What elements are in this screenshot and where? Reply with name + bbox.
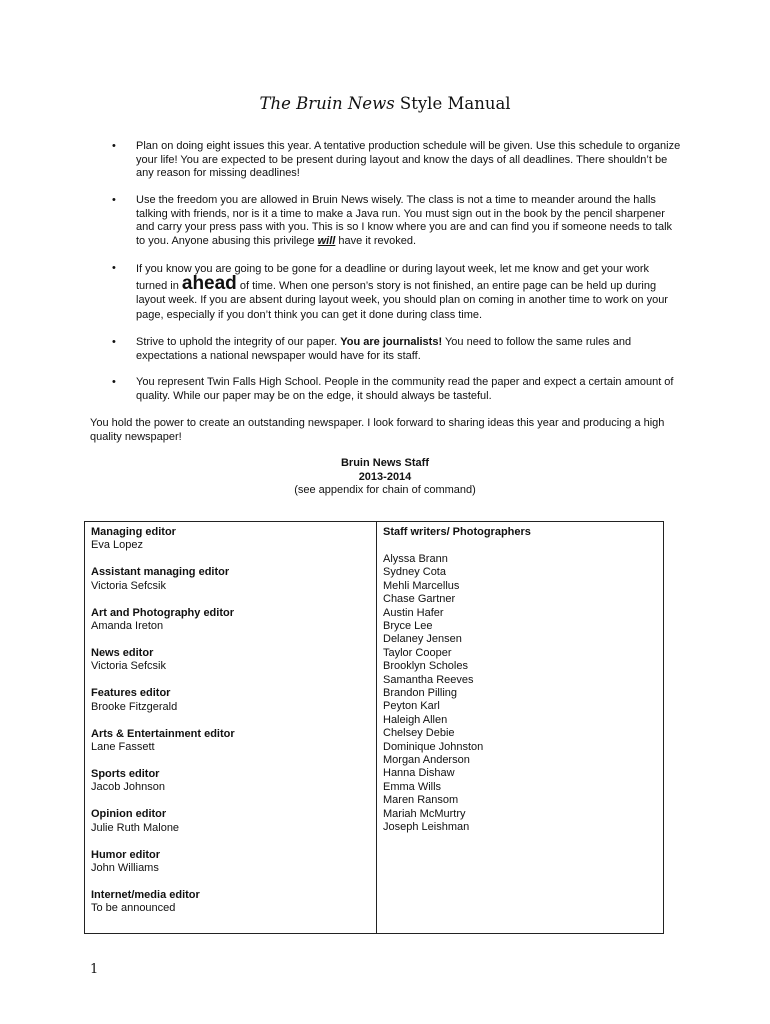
writer-name: Joseph Leishman xyxy=(383,821,470,834)
writer-name: Chase Gartner xyxy=(383,593,456,606)
writer-name: Maren Ransom xyxy=(383,794,459,807)
list-item-text-part: Strive to uphold the integrity of our paper. xyxy=(136,336,341,348)
editor-role: Assistant managing editor xyxy=(91,566,230,579)
writer-name: Brandon Pilling xyxy=(383,686,457,699)
editor-role: Opinion editor xyxy=(91,808,167,821)
writer-name: Sydney Cota xyxy=(383,566,446,579)
writer-name: Morgan Anderson xyxy=(383,754,470,766)
editor-name: Eva Lopez xyxy=(91,539,143,552)
editor-entry xyxy=(91,728,370,755)
editors-column xyxy=(85,522,377,934)
emphasis-text: will xyxy=(317,234,336,247)
writer-name: Mehli Marcellus xyxy=(383,579,460,592)
writers-heading: Staff writers/ Photographers xyxy=(383,526,531,538)
list-item-text-part: You need to follow the same rules and expectations a national newspaper would have for its staff. xyxy=(136,336,632,362)
editor-role: Humor editor xyxy=(91,848,161,861)
writer-name: Austin Hafer xyxy=(383,606,444,619)
list-item-text-part: If you know you are going to be gone for a deadline or during layout week, let me know and get your work turned in xyxy=(136,263,650,292)
writer-name: Peyton Karl xyxy=(383,700,440,713)
editor-role: News editor xyxy=(91,646,154,659)
editor-name: To be announced xyxy=(91,902,176,915)
writer-name: Chelsey Debie xyxy=(383,727,455,740)
page-number: 1 xyxy=(90,962,99,977)
editor-role: Sports editor xyxy=(91,767,160,780)
bullet-icon: • xyxy=(112,376,116,388)
editor-role: Internet/media editor xyxy=(91,888,200,901)
editor-name: Victoria Sefcsik xyxy=(91,660,166,673)
editor-entry xyxy=(91,687,370,714)
editor-entry xyxy=(91,607,370,634)
editor-name: Julie Ruth Malone xyxy=(91,821,180,834)
bullet-icon: • xyxy=(112,262,116,274)
table-row xyxy=(85,522,664,934)
editor-name: Brooke Fitzgerald xyxy=(91,700,178,713)
list-item-text-part: of time. When one person’s story is not finished, an entire page can be held up during layout week. If you are absent during layout week, you should plan on coming in another time to work on your page, especially if you don’t think you can get it done during class time. xyxy=(136,279,668,321)
writer-name: Dominique Johnston xyxy=(383,740,484,753)
staff-heading-year: 2013-2014 xyxy=(358,470,412,483)
page-title xyxy=(0,94,770,113)
editor-entry xyxy=(91,849,370,876)
writer-name: Alyssa Brann xyxy=(383,552,448,565)
bullet-icon: • xyxy=(112,140,116,152)
writer-name: Haleigh Allen xyxy=(383,713,448,726)
writer-name: Hanna Dishaw xyxy=(383,767,455,780)
staff-heading-title: Bruin News Staff xyxy=(340,457,429,469)
editor-entry xyxy=(91,566,370,593)
writer-name: Brooklyn Scholes xyxy=(383,660,468,673)
editor-entry xyxy=(91,808,370,835)
editor-role: Features editor xyxy=(91,687,171,700)
editor-entry xyxy=(91,889,370,916)
staff-roster-table xyxy=(84,521,664,934)
writers-column xyxy=(377,522,664,934)
editor-name: Lane Fassett xyxy=(91,740,155,753)
title-rest: Style Manual xyxy=(394,94,511,113)
writer-name: Delaney Jensen xyxy=(383,633,462,646)
staff-heading-note: (see appendix for chain of command) xyxy=(294,484,476,496)
staff-heading xyxy=(0,457,770,498)
writer-name: Taylor Cooper xyxy=(383,646,452,659)
editor-entry xyxy=(91,647,370,674)
editor-name: Victoria Sefcsik xyxy=(91,579,166,592)
list-item-text xyxy=(136,262,681,322)
emphasis-text: ahead xyxy=(181,272,237,294)
writer-name: Samantha Reeves xyxy=(383,673,474,686)
bullet-icon: • xyxy=(112,336,116,348)
writer-name: Emma Wills xyxy=(383,780,442,793)
bullet-icon: • xyxy=(112,194,116,206)
closing-paragraph: You hold the power to create an outstanding newspaper. I look forward to sharing ideas this year and producing a high quality newspaper! xyxy=(90,417,665,443)
editor-entry xyxy=(91,768,370,795)
title-publication-name: The Bruin News xyxy=(259,94,395,113)
list-item-text: You represent Twin Falls High School. People in the community read the paper and expect a certain amount of quality. While our paper may be on the edge, it should always be tasteful. xyxy=(136,376,674,402)
editor-role: Arts & Entertainment editor xyxy=(91,727,235,740)
list-item-text xyxy=(136,194,681,248)
list-item-text xyxy=(136,336,681,363)
list-item-text-part: Use the freedom you are allowed in Bruin News wisely. The class is not a time to meander around the halls talking with friends, nor is it a time to make a Java run. You must sign out in the book by the pencil sharpener and carry your press pass with you. This is so I know where you are and can find you if someone needs to talk to you. Anyone abusing this privilege xyxy=(136,194,673,247)
emphasis-text: You are journalists! xyxy=(340,336,443,348)
writer-name: Bryce Lee xyxy=(383,619,433,632)
editor-name: John Williams xyxy=(91,861,159,874)
list-item-text-part: have it revoked. xyxy=(335,234,417,247)
editor-role: Managing editor xyxy=(91,526,176,538)
editor-entry xyxy=(91,526,370,553)
editor-name: Amanda Ireton xyxy=(91,620,164,633)
editor-role: Art and Photography editor xyxy=(91,606,234,619)
editor-name: Jacob Johnson xyxy=(91,781,165,794)
writer-name: Mariah McMurtry xyxy=(383,807,466,820)
list-item-text: Plan on doing eight issues this year. A tentative production schedule will be given. Use this schedule to organize your life! You are expected to be present during layout and know the days of all deadlines. There shouldn’t be any reason for missing deadlines! xyxy=(136,140,681,179)
